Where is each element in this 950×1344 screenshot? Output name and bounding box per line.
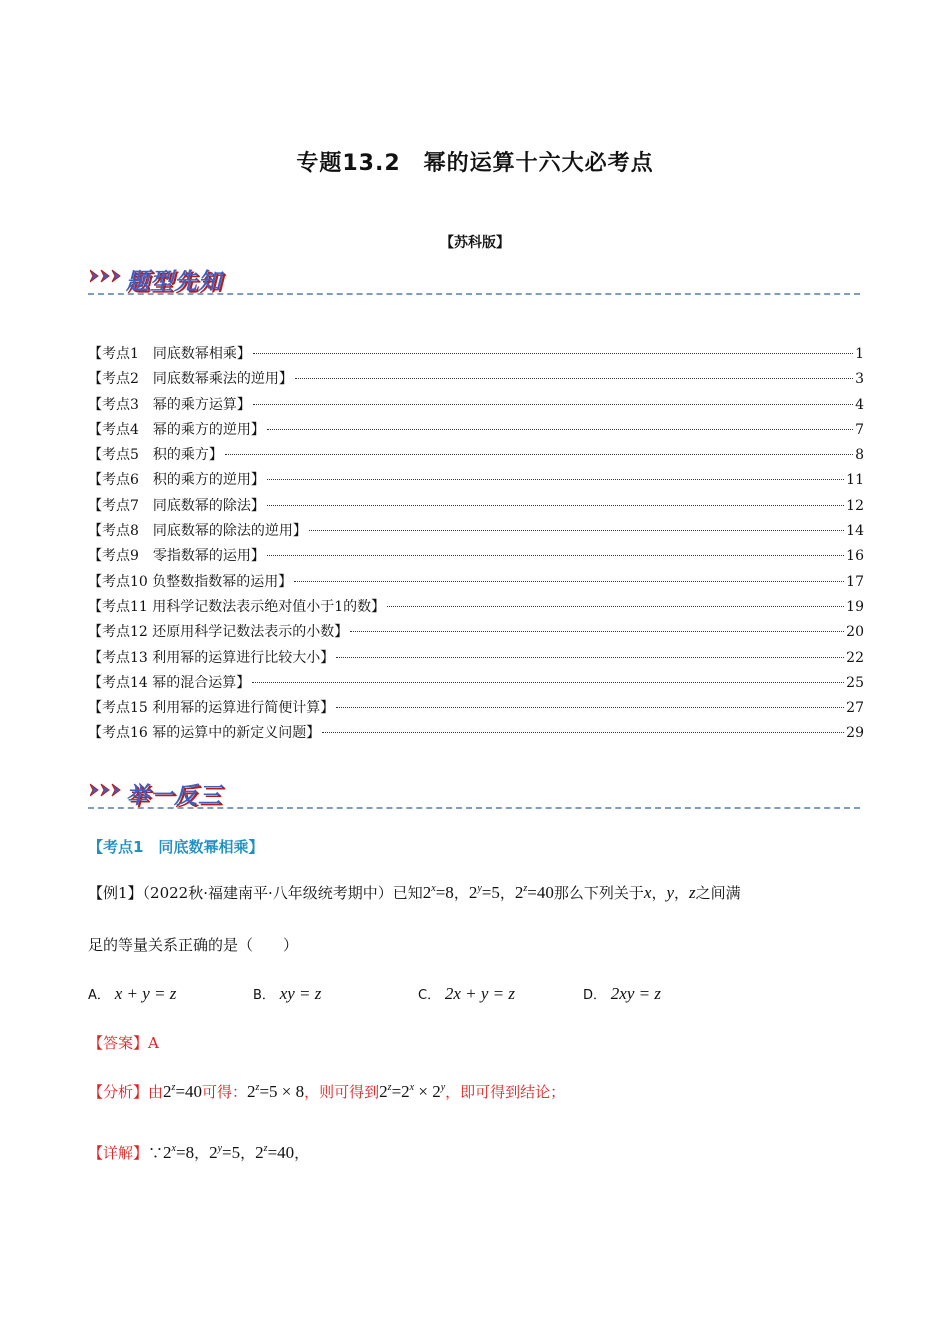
toc-entry-label: 【考点2 同底数幂乘法的逆用】 — [88, 371, 293, 388]
toc-entry-label: 【考点14 幂的混合运算】 — [88, 674, 251, 691]
toc-entry[interactable] — [88, 419, 864, 444]
toc-leader-dots — [294, 581, 844, 582]
toc-entry-page: 11 — [846, 472, 864, 489]
answer-tag: 【答案】 — [88, 1034, 149, 1052]
toc-leader-dots — [253, 404, 853, 405]
toc-entry[interactable] — [88, 722, 864, 747]
toc-entry[interactable] — [88, 647, 864, 672]
option-b: B． xy = z — [253, 984, 322, 1003]
condition-z: $2^z=40$ — [514, 883, 554, 902]
toc-entry-page: 7 — [855, 421, 864, 438]
toc-entry-page: 14 — [846, 523, 864, 540]
page-title: 专题13.2 幂的运算十六大必考点 — [296, 151, 654, 176]
option-a: A． x + y = z — [88, 984, 177, 1003]
toc-entry-label: 【考点5 积的乘方】 — [88, 447, 223, 464]
toc-entry-page: 1 — [855, 346, 864, 362]
option-d: D． 2xy = z — [583, 984, 661, 1003]
condition-x: $2^x=8$ — [422, 883, 454, 902]
toc-entry-label: 【考点9 零指数幂的运用】 — [88, 548, 265, 565]
edition-label: 【苏科版】 — [440, 235, 510, 251]
overview-banner-title: 题型先知 — [126, 269, 222, 295]
toc-leader-dots — [267, 429, 853, 430]
toc-entry-label: 【考点13 利用幂的运算进行比较大小】 — [88, 649, 335, 666]
toc-entry[interactable] — [88, 368, 864, 393]
toc-entry-label: 【考点15 利用幂的运算进行简便计算】 — [88, 700, 335, 717]
example-question-line2: 足的等量关系正确的是（ ） — [88, 936, 299, 954]
toc-entry[interactable] — [88, 672, 864, 697]
toc-entry[interactable] — [88, 545, 864, 570]
toc-entry-page: 16 — [846, 548, 864, 565]
toc-entry-label: 【考点12 还原用科学记数法表示的小数】 — [88, 624, 349, 641]
toc-leader-dots — [387, 606, 844, 607]
toc-leader-dots — [267, 555, 844, 556]
analysis-tag: 【分析】 — [88, 1083, 149, 1101]
toc-leader-dots — [336, 707, 844, 708]
toc-entry-label: 【考点11 用科学记数法表示绝对值小于1的数】 — [88, 598, 386, 615]
toc-entry[interactable] — [88, 520, 864, 545]
toc-leader-dots — [322, 732, 844, 733]
practice-banner — [88, 774, 860, 814]
toc-entry-page: 19 — [846, 598, 864, 615]
toc-leader-dots — [225, 454, 853, 455]
toc-entry-page: 22 — [846, 649, 864, 666]
answer-value: A — [148, 1034, 159, 1052]
toc-leader-dots — [267, 505, 844, 506]
toc-entry-page: 12 — [846, 497, 864, 514]
detail-tag: 【详解】 — [88, 1144, 149, 1162]
toc-entry[interactable] — [88, 469, 864, 494]
toc-entry-page: 29 — [846, 725, 864, 742]
toc-entry[interactable] — [88, 343, 864, 368]
table-of-contents — [88, 343, 864, 748]
toc-entry[interactable] — [88, 621, 864, 646]
toc-entry-label: 【考点10 负整数指数幂的运用】 — [88, 573, 293, 590]
toc-entry-label: 【考点16 幂的运算中的新定义问题】 — [88, 725, 321, 742]
option-c: C． 2x + y = z — [418, 984, 516, 1003]
condition-y: $2^y=5$ — [468, 883, 500, 902]
toc-leader-dots — [253, 353, 853, 354]
toc-leader-dots — [252, 682, 844, 683]
toc-leader-dots — [295, 378, 853, 379]
toc-entry-page: 25 — [846, 674, 864, 691]
toc-entry[interactable] — [88, 495, 864, 520]
example-label: 【例1】 — [88, 884, 143, 902]
toc-leader-dots — [309, 530, 844, 531]
answer-line — [88, 1032, 159, 1053]
toc-entry-page: 3 — [855, 371, 864, 388]
overview-banner — [88, 260, 860, 300]
triple-arrow-icon — [90, 266, 126, 286]
toc-entry[interactable] — [88, 394, 864, 419]
toc-entry-page: 27 — [846, 700, 864, 717]
toc-entry[interactable] — [88, 697, 864, 722]
toc-entry-page: 20 — [846, 624, 864, 641]
toc-entry-label: 【考点6 积的乘方的逆用】 — [88, 472, 265, 489]
toc-leader-dots — [267, 479, 844, 480]
triple-arrow-icon — [90, 780, 126, 800]
detail-line: 【详解】$\because 2^x=8$，$2^y=5$，$2^z=40$， — [88, 1143, 310, 1162]
toc-entry-label: 【考点3 幂的乘方运算】 — [88, 396, 251, 413]
toc-leader-dots — [350, 631, 844, 632]
banner-divider — [88, 807, 860, 809]
toc-entry-page: 8 — [855, 447, 864, 464]
toc-entry-page: 4 — [855, 396, 864, 413]
toc-leader-dots — [336, 657, 844, 658]
toc-entry-label: 【考点7 同底数幂的除法】 — [88, 497, 265, 514]
example-source: （2022秋·福建南平·八年级统考期中）已知 — [142, 884, 423, 902]
section-heading: 【考点1 同底数幂相乘】 — [88, 838, 264, 856]
toc-entry-page: 17 — [846, 573, 864, 590]
banner-divider — [88, 293, 860, 295]
toc-entry[interactable] — [88, 596, 864, 621]
toc-entry[interactable] — [88, 444, 864, 469]
toc-entry-label: 【考点8 同底数幂的除法的逆用】 — [88, 523, 307, 540]
example-question: 【例1】（2022秋·福建南平·八年级统考期中）已知$2^x=8$，$2^y=5$，$2^z=40$那么下列关于x，y，z之间满 — [88, 883, 741, 902]
practice-banner-title: 举一反三 — [126, 783, 222, 809]
analysis-line: 【分析】由$2^z=40$可得：$2^z=5 \times 8$，则可得到$2^z=2^x \times 2^y$，即可得到结论； — [88, 1082, 566, 1101]
toc-entry-label: 【考点1 同底数幂相乘】 — [88, 346, 251, 362]
toc-entry[interactable] — [88, 571, 864, 596]
toc-entry-label: 【考点4 幂的乘方的逆用】 — [88, 421, 265, 438]
